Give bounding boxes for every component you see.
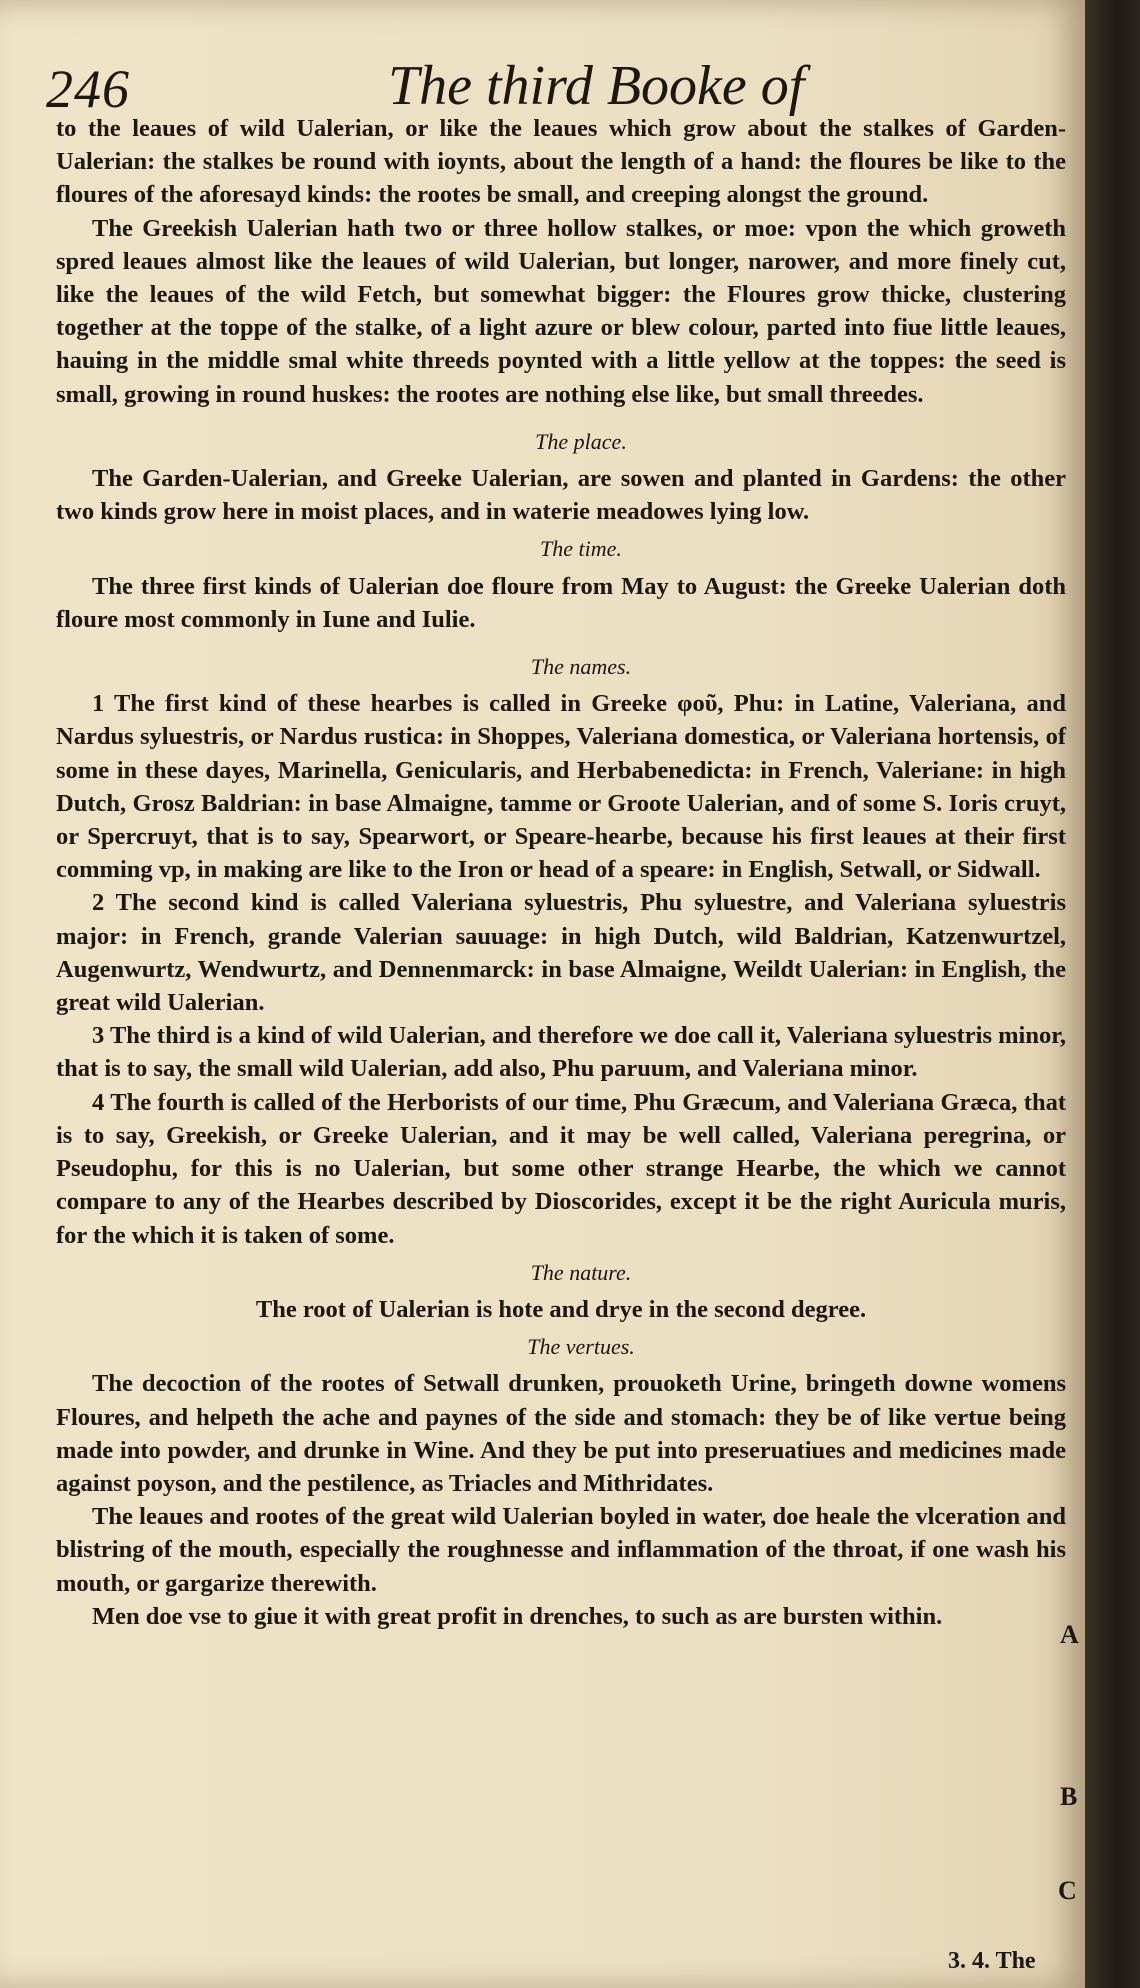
vertues-paragraph-2: The leaues and rootes of the great wild Ualerian boyled in water, doe heale the vlceration and blistring of the mouth, especially the roughnesse and inflammation of the throat, if one wash his mouth, or gargarize therewith. <box>56 1503 1066 1597</box>
section-heading-names: The names. <box>530 654 632 680</box>
nature-paragraph: The root of Ualerian is hote and drye in the second degree. <box>255 1295 867 1323</box>
page-number: 246 <box>46 59 130 119</box>
names-paragraph-1: 1 The first kind of these hearbes is called in Greeke φοῦ, Phu: in Latine, Valeriana, and Nardus syluestris, or Nardus rustica: in Shoppes, Valeriana domestica, or Valeriana hortensis, of some in these dayes, Marinella, Genicularis, and Herbabenedicta: in French, Valeriane: in high Dutch, Grosz Baldrian: in base Almaigne, tamme or Groote Ualerian, and of some S. Ioris cruyt, or Spercruyt, that is to say, Spearwort, or Speare-hearbe, because his first leaues at their first comming vp, in making are like to the Iron or head of a speare: in English, Setwall, or Sidwall. <box>56 690 1066 884</box>
names-paragraph-2: 2 The second kind is called Valeriana syluestris, Phu syluestre, and Valeriana syluestris major: in French, grande Valerian sauuage: in high Dutch, wild Baldrian, Katzenwurtzel, Augenwurtz, Wendwurtz, and Dennenmarck: in base Almaigne, Weildt Ualerian: in English, the great wild Ualerian. <box>56 889 1066 1017</box>
section-heading-vertues: The vertues. <box>527 1334 635 1360</box>
margin-letter-c: C <box>1058 1876 1077 1905</box>
book-gutter-edge <box>1085 0 1140 1988</box>
section-heading-place: The place. <box>535 428 627 454</box>
section-heading-nature: The nature. <box>530 1259 632 1285</box>
time-paragraph: The three first kinds of Ualerian doe floure from May to August: the Greeke Ualerian doth floure most commonly in Iune and Iulie. <box>56 572 1066 633</box>
description-paragraph-1: to the leaues of wild Ualerian, or like the leaues which grow about the stalkes of Garden-Ualerian: the stalkes be round with ioynts, about the length of a hand: the floures be like to the floures of the aforesayd kinds: the rootes be small, and creeping alongst the ground. <box>56 115 1066 209</box>
margin-letter-a: A <box>1060 1620 1079 1649</box>
running-title: The third Booke of <box>388 55 805 117</box>
margin-letter-b: B <box>1060 1782 1078 1811</box>
body-text <box>56 112 1066 1633</box>
catchword: 3. 4. The <box>948 1948 1036 1974</box>
description-paragraph-2: The Greekish Ualerian hath two or three hollow stalkes, or moe: vpon the which groweth spred leaues almost like the leaues of wild Ualerian, but longer, narower, and more finely cut, like the leaues of the wild Fetch, but somewhat bigger: the Floures grow thicke, clustering together at the toppe of the stalke, of a light azure or blew colour, parted into fiue little leaues, hauing in the middle smal white threeds poynted with a little yellow at the toppes: the seed is small, growing in round huskes: the rootes are nothing else like, but small threedes. <box>56 214 1066 408</box>
place-paragraph: The Garden-Ualerian, and Greeke Ualerian, are sowen and planted in Gardens: the other two kinds grow here in moist places, and in waterie meadowes lying low. <box>56 465 1066 526</box>
names-paragraph-3: 3 The third is a kind of wild Ualerian, and therefore we doe call it, Valeriana syluestris minor, that is to say, the small wild Ualerian, add also, Phu paruum, and Valeriana minor. <box>56 1022 1066 1083</box>
vertues-paragraph-1: The decoction of the rootes of Setwall drunken, prouoketh Urine, bringeth downe womens Floures, and helpeth the ache and paynes of the side and stomach: they be of like vertue being made into powder, and drunke in Wine. And they be put into preseruatiues and medicines made against poyson, and the pestilence, as Triacles and Mithridates. <box>56 1370 1066 1497</box>
vertues-paragraph-3: Men doe vse to giue it with great profit in drenches, to such as are bursten within. <box>92 1602 943 1630</box>
names-paragraph-4: 4 The fourth is called of the Herborists of our time, Phu Græcum, and Valeriana Græca, that is to say, Greekish, or Greeke Ualerian, and it may be well called, Valeriana peregrina, or Pseudophu, for this is no Ualerian, but some other strange Hearbe, the which we cannot compare to any of the Hearbes described by Dioscorides, except it be the right Auricula muris, for the which it is taken of some. <box>56 1088 1066 1249</box>
section-heading-time: The time. <box>540 536 622 562</box>
